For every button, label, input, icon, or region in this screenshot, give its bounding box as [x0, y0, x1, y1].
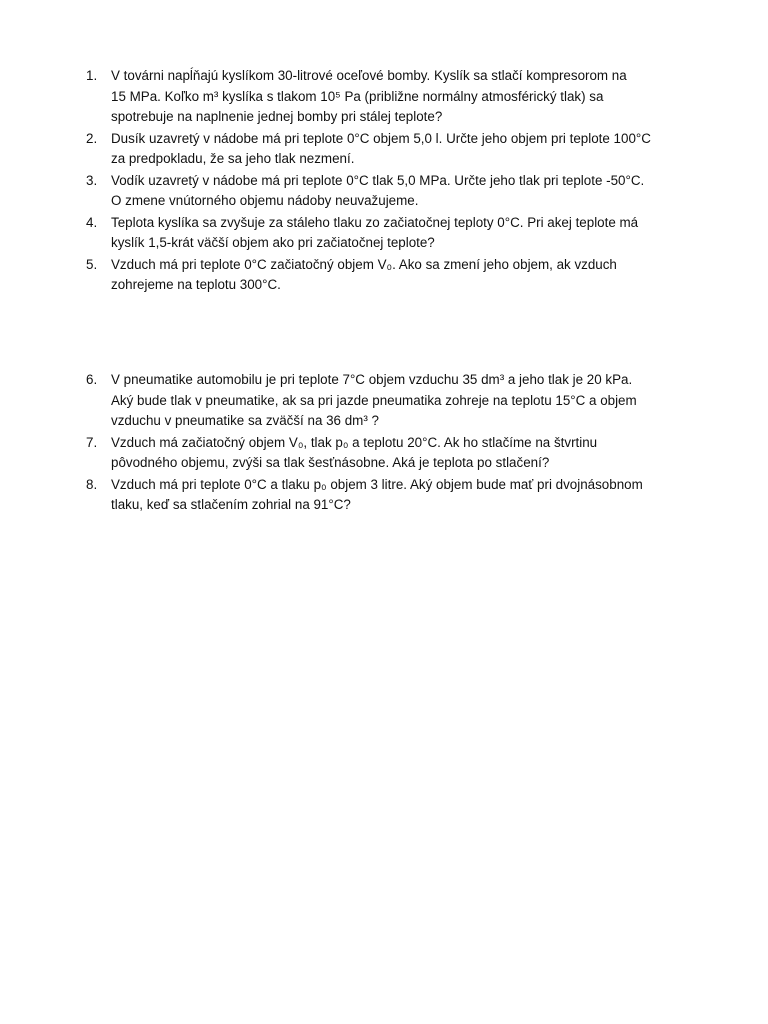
problem-2 [86, 129, 686, 170]
problem-text-line: Teplota kyslíka sa zvyšuje za stáleho tlaku zo začiatočnej teploty 0°C. Pri akej teplote má [111, 214, 639, 230]
problem-4 [86, 213, 686, 254]
problem-number: 6. [86, 372, 98, 387]
problem-number: 7. [86, 434, 98, 450]
problem-number: 3. [86, 172, 98, 188]
problem-6 [86, 370, 686, 432]
problem-number: 8. [86, 476, 98, 492]
problem-8 [86, 475, 686, 516]
problem-text-line: tlaku, keď sa stlačením zohrial na 91°C? [111, 497, 351, 512]
problem-1 [86, 66, 686, 128]
problem-text-line: vzduchu v pneumatike sa zväčší na 36 dm³ ? [111, 413, 379, 428]
problem-number: 4. [86, 214, 98, 230]
problem-number: 1. [86, 68, 98, 83]
problem-list-1 [86, 66, 686, 297]
problem-list-2 [86, 370, 686, 517]
problem-text-line: Vzduch má začiatočný objem V₀, tlak p₀ a teplotu 20°C. Ak ho stlačíme na štvrtinu [111, 434, 598, 450]
problem-text-line: Vzduch má pri teplote 0°C a tlaku p₀ objem 3 litre. Aký objem bude mať pri dvojnásobnom [111, 476, 643, 492]
problem-text-line: Vodík uzavretý v nádobe má pri teplote 0°C tlak 5,0 MPa. Určte jeho tlak pri teplote -50°C. [111, 172, 645, 188]
problem-text-line: V pneumatike automobilu je pri teplote 7°C objem vzduchu 35 dm³ a jeho tlak je 20 kPa. [111, 372, 633, 387]
problem-text-line: kyslík 1,5-krát väčší objem ako pri začiatočnej teplote? [111, 235, 435, 250]
problem-number: 5. [86, 256, 98, 272]
problem-text-line: 15 MPa. Koľko m³ kyslíka s tlakom 10⁵ Pa (približne normálny atmosférický tlak) sa [111, 88, 604, 104]
problem-text-line: pôvodného objemu, zvýši sa tlak šesťnásobne. Aká je teplota po stlačení? [111, 455, 550, 470]
problem-text-line: Aký bude tlak v pneumatike, ak sa pri jazde pneumatika zohreje na teplotu 15°C a objem [111, 392, 637, 408]
problem-text-line: zohrejeme na teplotu 300°C. [111, 277, 281, 292]
problem-text-line: V továrni napĺňajú kyslíkom 30-litrové oceľové bomby. Kyslík sa stlačí kompresorom na [111, 68, 627, 83]
problem-3 [86, 171, 686, 212]
problem-text-line: O zmene vnútorného objemu nádoby neuvažujeme. [111, 193, 419, 208]
problem-text-line: za predpokladu, že sa jeho tlak nezmení. [111, 151, 355, 166]
problem-7 [86, 433, 686, 474]
problem-5 [86, 255, 686, 296]
problem-number: 2. [86, 130, 98, 146]
problem-text-line: Vzduch má pri teplote 0°C začiatočný objem V₀. Ako sa zmení jeho objem, ak vzduch [111, 256, 617, 272]
problem-text-line: spotrebuje na naplnenie jednej bomby pri stálej teplote? [111, 109, 443, 124]
problem-text-line: Dusík uzavretý v nádobe má pri teplote 0°C objem 5,0 l. Určte jeho objem pri teplote 100°C [111, 130, 651, 146]
